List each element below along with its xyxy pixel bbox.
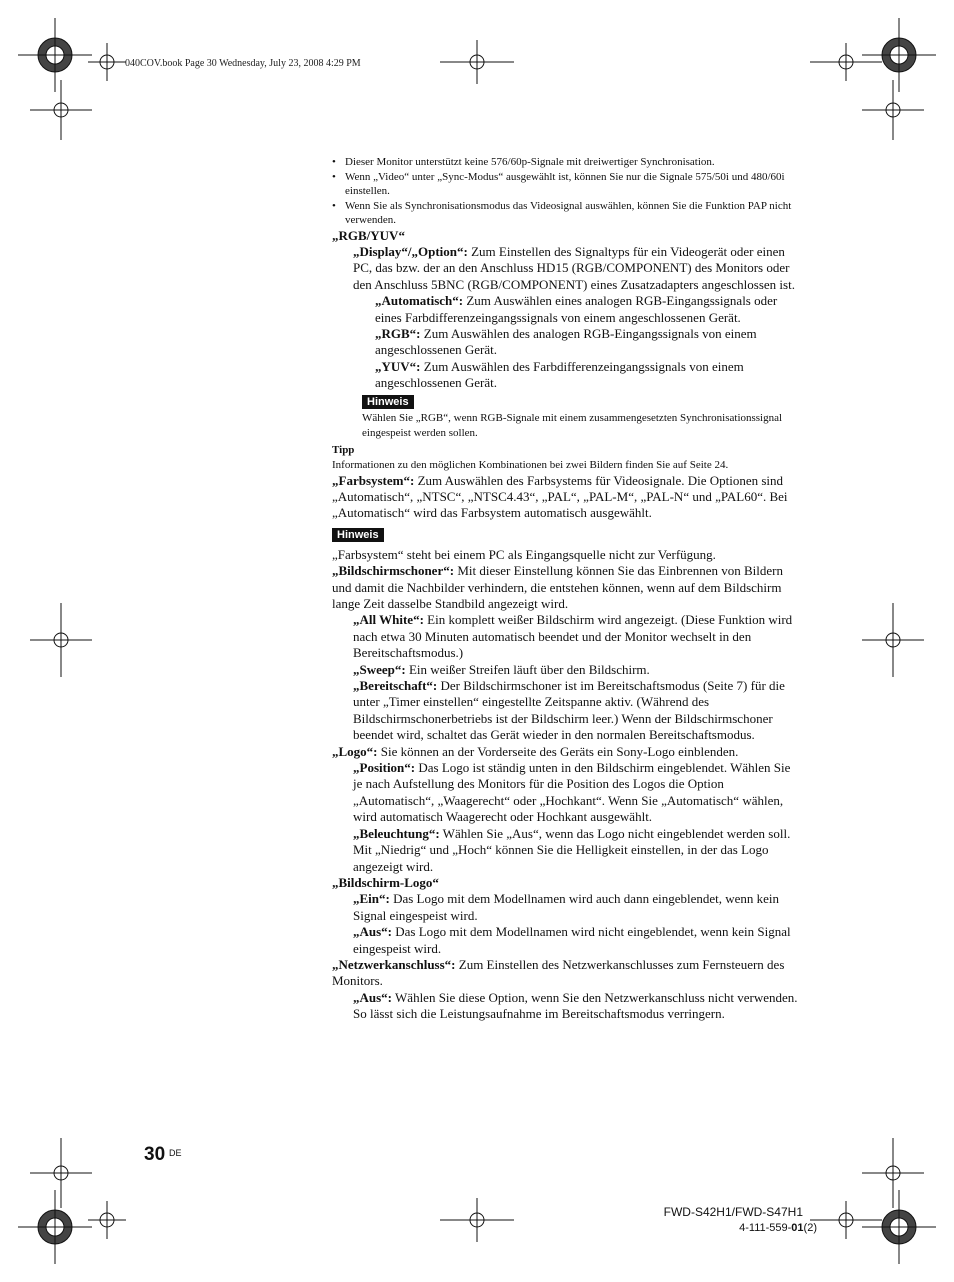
sweep-paragraph: „Sweep“: Ein weißer Streifen läuft über den Bildschirm. bbox=[353, 661, 650, 677]
display-option-paragraph: „Display“/„Option“: Zum Einstellen des Signaltyps für ein Videogerät oder einen PC, das bzw. der an den Anschluss HD15 (RGB/COMPONENT) des Monitors oder den Anschluss 5BNC (RGB/COMPONENT) eines Zusatzadapters angeschlossen ist. bbox=[353, 243, 795, 292]
yuv-paragraph: „YUV“: Zum Auswählen des Farbdifferenzeingangssignals von einem angeschlossenen Gerät. bbox=[375, 358, 744, 391]
note-bullets bbox=[332, 155, 802, 228]
page-language: DE bbox=[169, 1148, 182, 1158]
hinweis-label: Hinweis bbox=[332, 528, 384, 542]
crop-target-bottom-left bbox=[18, 1190, 92, 1264]
crop-target-top-left bbox=[18, 18, 92, 92]
tipp-title: Tipp bbox=[332, 443, 355, 456]
beleuchtung-paragraph: „Beleuchtung“: Wählen Sie „Aus“, wenn das Logo nicht eingeblendet werden soll. Mit „Niedrig“ und „Hoch“ können Sie die Helligkeit einstellen, in der das Logo angezeigt wird. bbox=[353, 825, 791, 874]
bullet-item: • Wenn „Video“ unter „Sync-Modus“ ausgewählt ist, können Sie nur die Signale 575/50i und 480/60i einstellen. bbox=[332, 170, 802, 199]
crop-mark-top-left-small bbox=[88, 43, 126, 81]
hinweis-label: Hinweis bbox=[362, 395, 414, 409]
ein-paragraph: „Ein“: Das Logo mit dem Modellnamen wird auch dann eingeblendet, wenn kein Signal eingespeist wird. bbox=[353, 891, 780, 923]
crop-mark-right-upper bbox=[862, 80, 924, 140]
rgbyuv-title: „RGB/YUV“ bbox=[332, 227, 405, 243]
position-paragraph: „Position“: Das Logo ist ständig unten in den Bildschirm eingeblendet. Wählen Sie je nach Aufstellung des Monitors für die Position des Logos die Option „Automatisch“, „Waagerecht“ oder „Hochkant“. Wenn Sie „Automatisch“ wählen, wird automatisch Waagerecht oder Hochkant ausgewählt. bbox=[353, 760, 791, 825]
netzwerk-paragraph: „Netzwerkanschluss“: Zum Einstellen des Netzwerkanschlusses zum Fernsteuern des Monitors. bbox=[332, 956, 785, 989]
crop-mark-left-lower bbox=[30, 1138, 92, 1208]
crop-mark-right-lower bbox=[862, 1138, 924, 1208]
bereitschaft-paragraph: „Bereitschaft“: Der Bildschirmschoner ist im Bereitschaftsmodus (Seite 7) für die unter „Timer einstellen“ eingestellte Zeitspanne aktiv. (Während des Bildschirmschonerbetriebs ist der Bildschirm leer.) Wenn der Bildschirmschoner beendet wird, schaltet das Gerät wieder in den normalen Bereitschaftsmodus. bbox=[353, 678, 785, 743]
crop-mark-left-upper bbox=[30, 80, 92, 140]
hinweis-text: Wählen Sie „RGB“, wenn RGB-Signale mit einem zusammengesetzten Synchronisationssignal eingespeist werden sollen. bbox=[362, 411, 783, 439]
crop-target-top-right bbox=[862, 18, 936, 92]
crop-mark-bottom-left-small bbox=[88, 1201, 126, 1239]
document-reference: 4-111-559-01(2) bbox=[739, 1222, 817, 1234]
crop-mark-top-center bbox=[440, 40, 514, 84]
crop-mark-right-middle bbox=[862, 603, 924, 677]
bullet-item: • Wenn Sie als Synchronisationsmodus das Videosignal auswählen, können Sie die Funktion PAP nicht verwenden. bbox=[332, 199, 802, 228]
book-header-line: 040COV.book Page 30 Wednesday, July 23, 2008 4:29 PM bbox=[125, 58, 361, 69]
crop-mark-left-middle bbox=[30, 603, 92, 677]
allwhite-paragraph: „All White“: Ein komplett weißer Bildschirm wird angezeigt. (Diese Funktion wird nach etwa 30 Minuten automatisch beendet und der Monitor wechselt in den Bereitschaftsmodus.) bbox=[353, 612, 793, 661]
crop-mark-bottom-right-small bbox=[810, 1201, 882, 1239]
tipp-text: Informationen zu den möglichen Kombinationen bei zwei Bildern finden Sie auf Seite 24. bbox=[332, 458, 729, 471]
crop-target-bottom-right bbox=[862, 1190, 936, 1264]
crop-mark-bottom-center bbox=[440, 1198, 514, 1242]
main-content bbox=[332, 155, 802, 1023]
crop-mark-top-right-small bbox=[810, 43, 882, 81]
aus-paragraph: „Aus“: Das Logo mit dem Modellnamen wird nicht eingeblendet, wenn kein Signal eingespeist wird. bbox=[353, 924, 791, 956]
model-number: FWD-S42H1/FWD-S47H1 bbox=[663, 1205, 803, 1219]
farbsystem-hinweis-text: „Farbsystem“ steht bei einem PC als Eingangsquelle nicht zur Verfügung. bbox=[332, 546, 716, 562]
display-term: „Display“/„Option“: bbox=[353, 243, 468, 259]
bildschirmlogo-title: „Bildschirm-Logo“ bbox=[332, 874, 439, 890]
farbsystem-paragraph: „Farbsystem“: Zum Auswählen des Farbsystems für Videosignale. Die Optionen sind „Automatisch“, „NTSC“, „NTSC4.43“, „PAL“, „PAL-M“, „PAL-N“ und „PAL60“. Bei „Automatisch“ wird das Farbsystem automatisch ausgewählt. bbox=[332, 472, 788, 521]
bildschirmschoner-paragraph: „Bildschirmschoner“: Mit dieser Einstellung können Sie das Einbrennen von Bildern und damit die Nachbilder verhindern, die entstehen können, wenn auf dem Bildschirm lange Zeit dasselbe Standbild angezeigt wird. bbox=[332, 563, 783, 611]
page-number: 30 bbox=[144, 1144, 166, 1165]
netzwerk-aus-paragraph: „Aus“: Wählen Sie diese Option, wenn Sie den Netzwerkanschluss nicht verwenden. So lässt sich die Leistungsaufnahme im Bereitschaftsmodus verringern. bbox=[353, 989, 798, 1022]
logo-paragraph: „Logo“: Sie können an der Vorderseite des Geräts ein Sony-Logo einblenden. bbox=[332, 743, 739, 759]
rgb-paragraph: „RGB“: Zum Auswählen des analogen RGB-Eingangssignals von einem angeschlossenen Gerät. bbox=[375, 325, 757, 358]
automatisch-paragraph: „Automatisch“: Zum Auswählen eines analogen RGB-Eingangssignals oder eines Farbdifferenzeingangssignals von einem angeschlossenen Gerät. bbox=[375, 293, 778, 325]
bullet-item: • Dieser Monitor unterstützt keine 576/60p-Signale mit dreiwertiger Synchronisation. bbox=[332, 155, 802, 170]
